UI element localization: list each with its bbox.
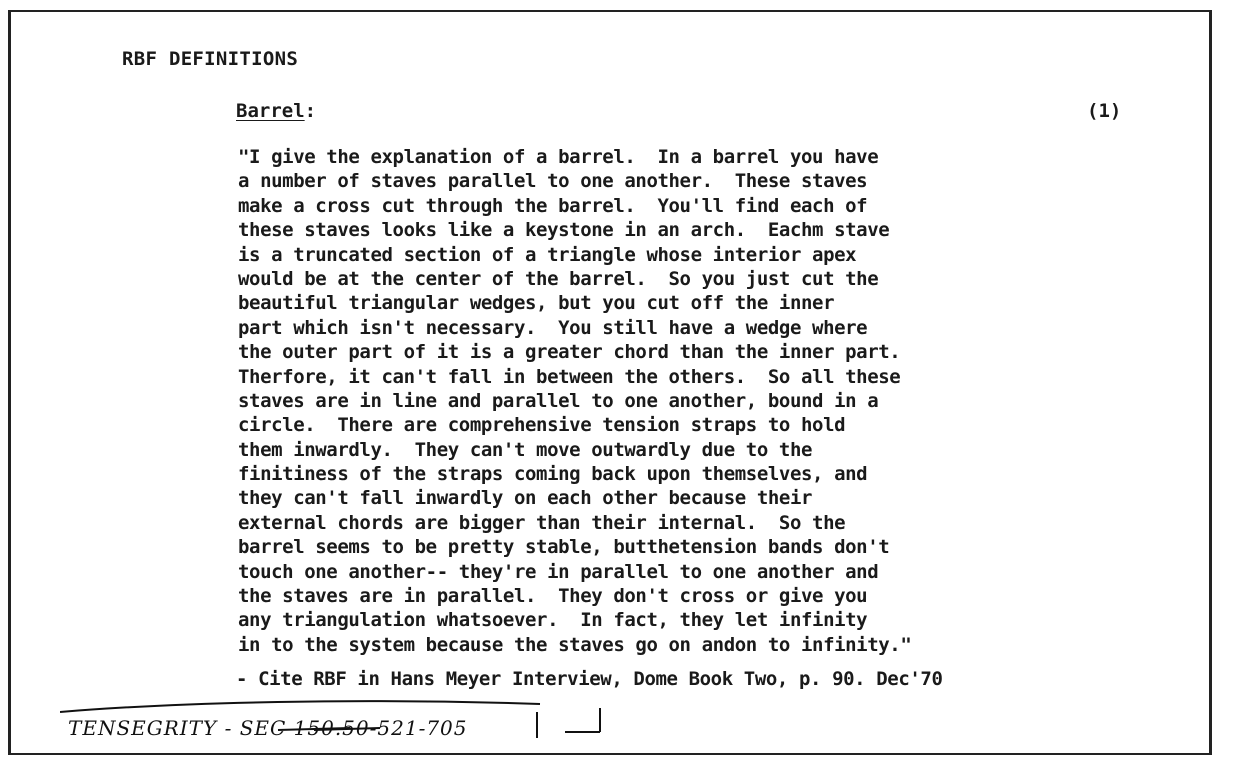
handwritten-text: TENSEGRITY - SEC 150.50-521-705 bbox=[68, 716, 468, 740]
term-colon: : bbox=[304, 100, 317, 122]
quote-line: barrel seems to be pretty stable, butthetension bands don't bbox=[238, 536, 890, 559]
quote-line: beautiful triangular wedges, but you cut off the inner bbox=[238, 292, 835, 315]
handwritten-note bbox=[60, 700, 620, 750]
quote-line: them inwardly. They can't move outwardly due to the bbox=[238, 438, 813, 461]
quote-line: is a truncated section of a triangle whose interior apex bbox=[238, 243, 857, 266]
quote-line: in to the system because the staves go on andon to infinity." bbox=[238, 633, 912, 656]
quote-line: "I give the explanation of a barrel. In a barrel you have bbox=[238, 146, 879, 168]
term-word: Barrel bbox=[236, 100, 305, 122]
quote-body bbox=[238, 145, 1118, 657]
quote-line: circle. There are comprehensive tension straps to hold bbox=[238, 414, 846, 437]
quote-line: they can't fall inwardly on each other because their bbox=[238, 487, 813, 510]
entry-number: (1) bbox=[1087, 100, 1122, 122]
page-heading: RBF DEFINITIONS bbox=[122, 48, 299, 70]
quote-line: a number of staves parallel to one another. These staves bbox=[238, 170, 868, 193]
quote-line: external chords are bigger than their internal. So the bbox=[238, 511, 846, 534]
ink-underline-curve bbox=[60, 701, 540, 712]
quote-line: would be at the center of the barrel. So you just cut the bbox=[238, 267, 879, 290]
quote-line: finitiness of the straps coming back upon themselves, and bbox=[238, 463, 868, 486]
term-label bbox=[236, 100, 316, 122]
quote-line: part which isn't necessary. You still have a wedge where bbox=[238, 316, 868, 339]
quote-line: the staves are in parallel. They don't cross or give you bbox=[238, 585, 868, 608]
quote-line: touch one another-- they're in parallel to one another and bbox=[238, 560, 879, 583]
citation: - Cite RBF in Hans Meyer Interview, Dome Book Two, p. 90. Dec'70 bbox=[236, 668, 943, 690]
quote-line: Therfore, it can't fall in between the others. So all these bbox=[238, 365, 901, 388]
quote-line: make a cross cut through the barrel. You'll find each of bbox=[238, 194, 868, 217]
quote-line: any triangulation whatsoever. In fact, they let infinity bbox=[238, 609, 868, 632]
quote-line: the outer part of it is a greater chord than the inner part. bbox=[238, 341, 901, 364]
quote-line: staves are in line and parallel to one another, bound in a bbox=[238, 389, 879, 412]
quote-line: these staves looks like a keystone in an arch. Eachm stave bbox=[238, 219, 890, 242]
